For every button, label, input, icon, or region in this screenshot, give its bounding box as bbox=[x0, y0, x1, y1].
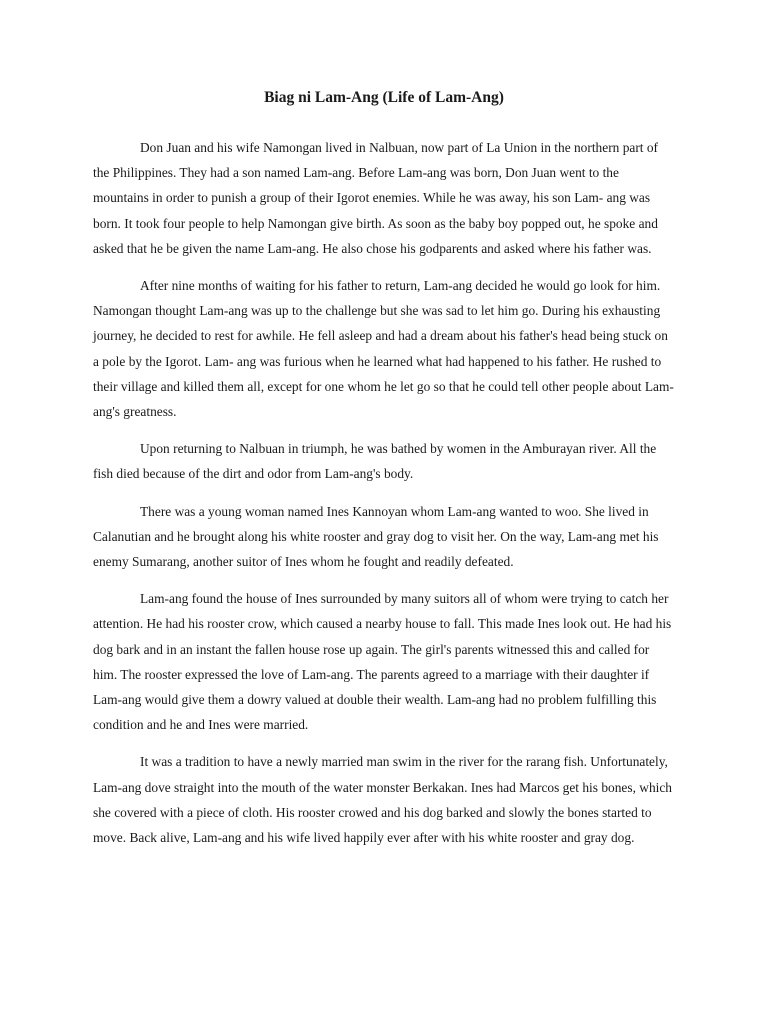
document-body bbox=[93, 135, 676, 862]
paragraph-2: After nine months of waiting for his father to return, Lam-ang decided he would go look for him. Namongan thought Lam-ang was up to the challenge but she was sad to let him go. During his exhausting journey, he decided to rest for awhile. He fell asleep and had a dream about his father's head being stuck on a pole by the Igorot. Lam- ang was furious when he learned what had happened to his father. He rushed to their village and killed them all, except for one whom he let go so that he could tell other people about Lam-ang's greatness. bbox=[93, 278, 674, 420]
document-title: Biag ni Lam-Ang (Life of Lam-Ang) bbox=[264, 89, 504, 106]
paragraph-4: There was a young woman named Ines Kannoyan whom Lam-ang wanted to woo. She lived in Calanutian and he brought along his white rooster and gray dog to visit her. On the way, Lam-ang met his enemy Sumarang, another suitor of Ines whom he fought and readily defeated. bbox=[93, 503, 659, 570]
paragraph-3: Upon returning to Nalbuan in triumph, he was bathed by women in the Amburayan river. All the fish died because of the dirt and odor from Lam-ang's body. bbox=[93, 441, 657, 482]
paragraph-5: Lam-ang found the house of Ines surrounded by many suitors all of whom were trying to catch her attention. He had his rooster crow, which caused a nearby house to fall. This made Ines look out. He had his dog bark and in an instant the fallen house rose up again. The girl's parents witnessed this and called for him. The rooster expressed the love of Lam-ang. The parents agreed to a marriage with their daughter if Lam-ang would give them a dowry valued at double their wealth. Lam-ang had no problem fulfilling this condition and he and Ines were married. bbox=[93, 591, 672, 733]
paragraph-1: Don Juan and his wife Namongan lived in Nalbuan, now part of La Union in the northern part of the Philippines. They had a son named Lam-ang. Before Lam-ang was born, Don Juan went to the mountains in order to punish a group of their Igorot enemies. While he was away, his son Lam- ang was born. It took four people to help Namongan give birth. As soon as the baby boy popped out, he spoke and asked that he be given the name Lam-ang. He also chose his godparents and asked where his father was. bbox=[93, 140, 659, 256]
paragraph-6: It was a tradition to have a newly married man swim in the river for the rarang fish. Unfortunately, Lam-ang dove straight into the mouth of the water monster Berkakan. Ines had Marcos get his bones, which she covered with a piece of cloth. His rooster crowed and his dog barked and slowly the bones started to move. Back alive, Lam-ang and his wife lived happily ever after with his white rooster and gray dog. bbox=[93, 754, 672, 846]
